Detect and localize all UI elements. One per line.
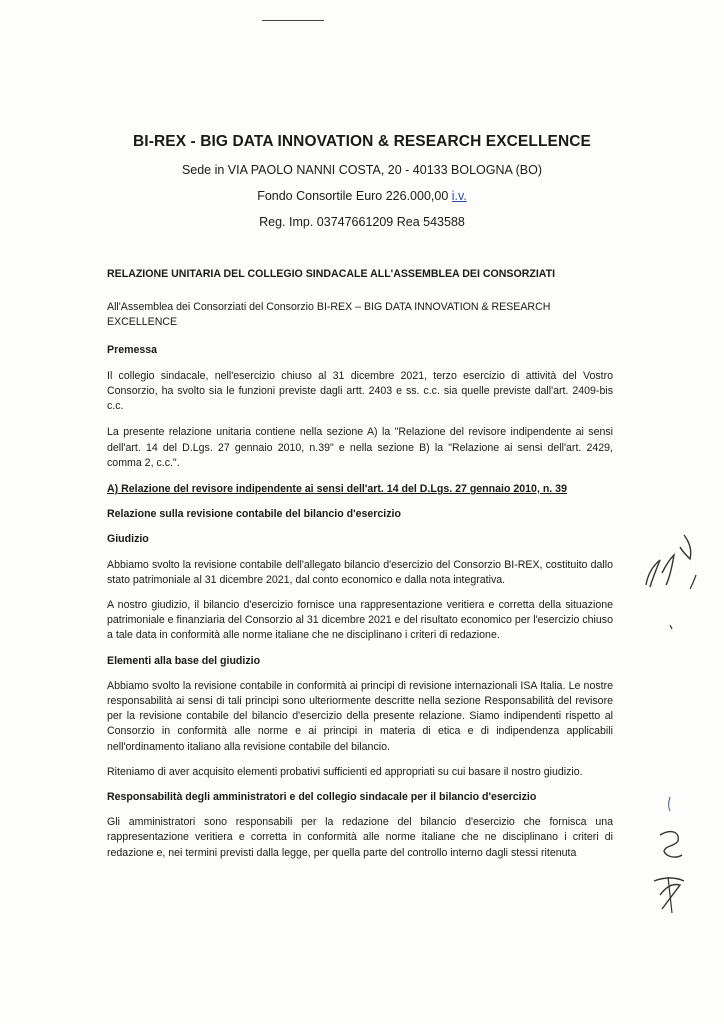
scan-top-line xyxy=(262,20,324,21)
paragraph-responsabilita-1: Gli amministratori sono responsabili per la redazione del bilancio d'esercizio che fornisca una rappresentazione veritiera e corretta in conformità alle norme italiane che ne disciplinano i criteri di redazione e, nei termini previsti dalla legge, per quella parte del controllo interno dagli stessi ritenuta xyxy=(107,816,613,859)
company-fund xyxy=(0,189,724,203)
heading-revisione: Relazione sulla revisione contabile del bilancio d'esercizio xyxy=(107,508,401,521)
paragraph-giudizio-2: A nostro giudizio, il bilancio d'esercizio fornisce una rappresentazione veritiera e corretta della situazione patrimoniale e finanziaria del Consorzio al 31 dicembre 2021 e del risultato economico per l'esercizio chiuso a tale data in conformità alle norme italiane che ne disciplinano i criteri di redazione. xyxy=(107,599,613,642)
heading-premessa: Premessa xyxy=(107,343,158,356)
paragraph-elementi-1: Abbiamo svolto la revisione contabile in conformità ai principi di revisione internazionali ISA Italia. Le nostre responsabilità ai sensi di tali principi sono ulteriormente descritte nella sezione Responsabilità del revisore per la revisione contabile del bilancio d'esercizio della presente relazione. Siamo indipendenti rispetto al Consorzio in conformità alle norme e ai principi in materia di etica e di indipendenza applicabili nell'ordinamento italiano alla revisione contabile del bilancio. xyxy=(107,679,613,753)
section-a-heading: A) Relazione del revisore indipendente ai sensi dell'art. 14 del D.Lgs. 27 gennaio 2010, n. 39 xyxy=(107,483,567,496)
report-title: RELAZIONE UNITARIA DEL COLLEGIO SINDACALE ALL'ASSEMBLEA DEI CONSORZIATI xyxy=(107,268,556,280)
handwritten-initials-upper xyxy=(636,525,706,645)
fund-iv: i.v. xyxy=(451,189,467,203)
heading-responsabilita: Responsabilità degli amministratori e del collegio sindacale per il bilancio d'esercizio xyxy=(107,791,537,804)
heading-elementi: Elementi alla base del giudizio xyxy=(107,654,261,667)
fund-amount: Fondo Consortile Euro 226.000,00 xyxy=(257,189,452,203)
heading-giudizio: Giudizio xyxy=(107,533,149,546)
letterhead xyxy=(0,133,724,241)
company-address: Sede in VIA PAOLO NANNI COSTA, 20 - 40133 BOLOGNA (BO) xyxy=(181,163,543,177)
paragraph-premessa-2: La presente relazione unitaria contiene nella sezione A) la "Relazione del revisore indipendente ai sensi dell'art. 14 del D.Lgs. 27 gennaio 2010, n.39" e nella sezione B) la "Relazione ai sensi dell'art. 2429, comma 2, c.c.". xyxy=(107,426,613,469)
document-body xyxy=(107,267,613,861)
handwritten-initials-lower xyxy=(640,785,700,925)
paragraph-giudizio-1: Abbiamo svolto la revisione contabile dell'allegato bilancio d'esercizio del Consorzio BI-REX, costituito dallo stato patrimoniale al 31 dicembre 2021, dal conto economico e dalla nota integrativa. xyxy=(107,558,613,586)
addressee: All'Assemblea dei Consorziati del Consorzio BI-REX – BIG DATA INNOVATION & RESEARCH EXCELLENCE xyxy=(107,301,551,329)
paragraph-premessa-1: Il collegio sindacale, nell'esercizio chiuso al 31 dicembre 2021, terzo esercizio di attività del Vostro Consorzio, ha svolto sia le funzioni previste dagli artt. 2403 e ss. c.c. sia quelle previste dall'art. 2409-bis c.c. xyxy=(107,369,613,413)
company-registry: Reg. Imp. 03747661209 Rea 543588 xyxy=(259,215,465,229)
company-name: BI-REX - BIG DATA INNOVATION & RESEARCH EXCELLENCE xyxy=(133,133,591,150)
paragraph-elementi-2: Riteniamo di aver acquisito elementi probativi sufficienti ed appropriati su cui basare il nostro giudizio. xyxy=(107,765,583,778)
